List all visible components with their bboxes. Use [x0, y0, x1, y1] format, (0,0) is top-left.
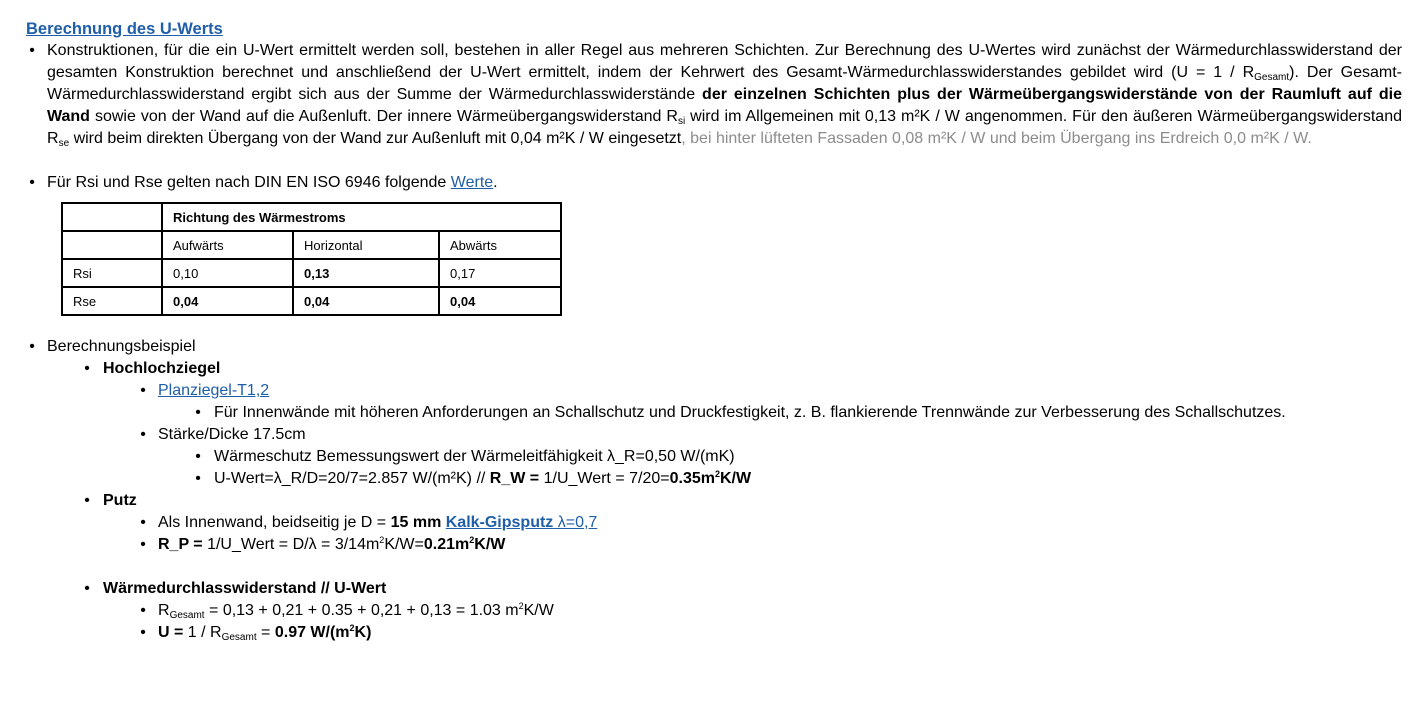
bullet-icon: • [195, 404, 201, 421]
resistance-table [61, 202, 562, 316]
bullet-icon: • [140, 514, 146, 531]
cell-value: 0,04 [439, 287, 561, 315]
bullet-icon: • [195, 470, 201, 487]
dir-horizontal: Horizontal [293, 231, 439, 259]
brick-description: • Für Innenwände mit höheren Anforderungen an Schallschutz und Druckfestigkeit, z. B. flankierende Trennwände zur Verbesserung des Schallschutzes. [26, 402, 1402, 424]
cell-value: 0,04 [162, 287, 293, 315]
cell-value: 0,10 [162, 259, 293, 287]
brick-u-value: • U-Wert=λ_R/D=20/7=2.857 W/(m²K) // R_W = 1/U_Wert = $7/20=0.35m^2K/W$ [26, 468, 1402, 490]
intro-paragraph [26, 40, 1402, 150]
table-row [62, 259, 561, 287]
bullet-icon: • [84, 580, 90, 597]
bullet-icon: • [84, 360, 90, 377]
plaster-line2: • R_P = 1/U_Wert = $D/\lambda = 3/14m^2K/W=0.21m^2K/W$ [26, 534, 1402, 556]
plaster-heading: • Putz [26, 490, 1402, 512]
brick-thickness: • Stärke/Dicke 17.5cm [26, 424, 1402, 446]
cell-value: 0,17 [439, 259, 561, 287]
page-title[interactable]: Berechnung des U-Werts [26, 20, 223, 38]
dir-up: Aufwärts [162, 231, 293, 259]
planziegel-link[interactable]: Planziegel-T1,2 [158, 382, 270, 399]
bullet-icon: • [140, 536, 146, 553]
bullet-icon: • [140, 602, 146, 619]
cell-value: 0,13 [293, 259, 439, 287]
brick-heading: • Hochlochziegel [26, 358, 1402, 380]
dir-down: Abwärts [439, 231, 561, 259]
intro-text: Konstruktionen, für die ein U-Wert ermittelt werden soll, bestehen in aller Regel aus mehreren Schichten. Zur Berechnung des U-Wertes wird zunächst der Wärmedurchlasswiderstand der gesamten Konstruktion berechnet und anschließend der U-Wert ermittelt, indem der Kehrwert des Gesamt-Wärmedurchlasswiderstandes gebildet wird $(U = 1 / R_{Gesamt})$. Der Gesamt-Wärmedurchlasswiderstand ergibt sich aus der Summe der Wärmedurchlasswiderstände der einzelnen Schichten plus der Wärmeübergangswiderstände von der Raumluft auf die Wand sowie von der Wand auf die Außenluft. Der innere Wärmeübergangswiderstand $R_{si}$ wird im Allgemeinen mit 0,13 m²K / W angenommen. Für den äußeren Wärmeübergangswiderstand $R_{se}$ wird beim direkten Übergang von der Wand zur Außenluft mit 0,04 m²K / W eingesetzt, bei hinter lüfteten Fassaden 0,08 m²K / W und beim Übergang ins Erdreich 0,0 m²K / W. [47, 42, 1402, 149]
total-heading: • Wärmedurchlasswiderstand // U-Wert [26, 578, 1402, 600]
table-row [62, 231, 561, 259]
row-label-rsi: Rsi [62, 259, 162, 287]
bullet-icon: • [195, 448, 201, 465]
total-u-line: • $U = 1 / R_{Gesamt} = 0.97$ $W/(m^2K)$ [26, 622, 1402, 644]
table-header: Richtung des Wärmestroms [162, 203, 561, 231]
cell-value: 0,04 [293, 287, 439, 315]
bullet-icon: • [140, 624, 146, 641]
plaster-line1: • Als Innenwand, beidseitig je D = 15 mm Kalk-Gipsputz λ=0,7 [26, 512, 1402, 534]
example-heading: • Berechnungsbeispiel [26, 336, 1402, 358]
table-row [62, 203, 561, 231]
values-paragraph: • Für Rsi und Rse gelten nach DIN EN ISO 6946 folgende Werte. [26, 172, 1402, 194]
bullet-icon: • [84, 492, 90, 509]
bullet-icon: • [29, 338, 35, 355]
kalk-gipsputz-link[interactable]: Kalk-Gipsputz [445, 514, 554, 531]
bullet-icon: • [29, 42, 35, 59]
brick-lambda: • Wärmeschutz Bemessungswert der Wärmeleitfähigkeit λ_R=0,50 W/(mK) [26, 446, 1402, 468]
table-row [62, 287, 561, 315]
bullet-icon: • [140, 426, 146, 443]
werte-link[interactable]: Werte [450, 174, 494, 191]
brick-product [26, 380, 1402, 402]
row-label-rse: Rse [62, 287, 162, 315]
lambda-link[interactable]: λ=0,7 [553, 514, 598, 531]
bullet-icon: • [29, 174, 35, 191]
total-r-line: • $R_{Gesamt} = 0,13 + 0,21 + 0.35 + 0,21 + 0,13 = 1.03$ $m^2K/W$ [26, 600, 1402, 622]
bullet-icon: • [140, 382, 146, 399]
document [26, 18, 1402, 644]
